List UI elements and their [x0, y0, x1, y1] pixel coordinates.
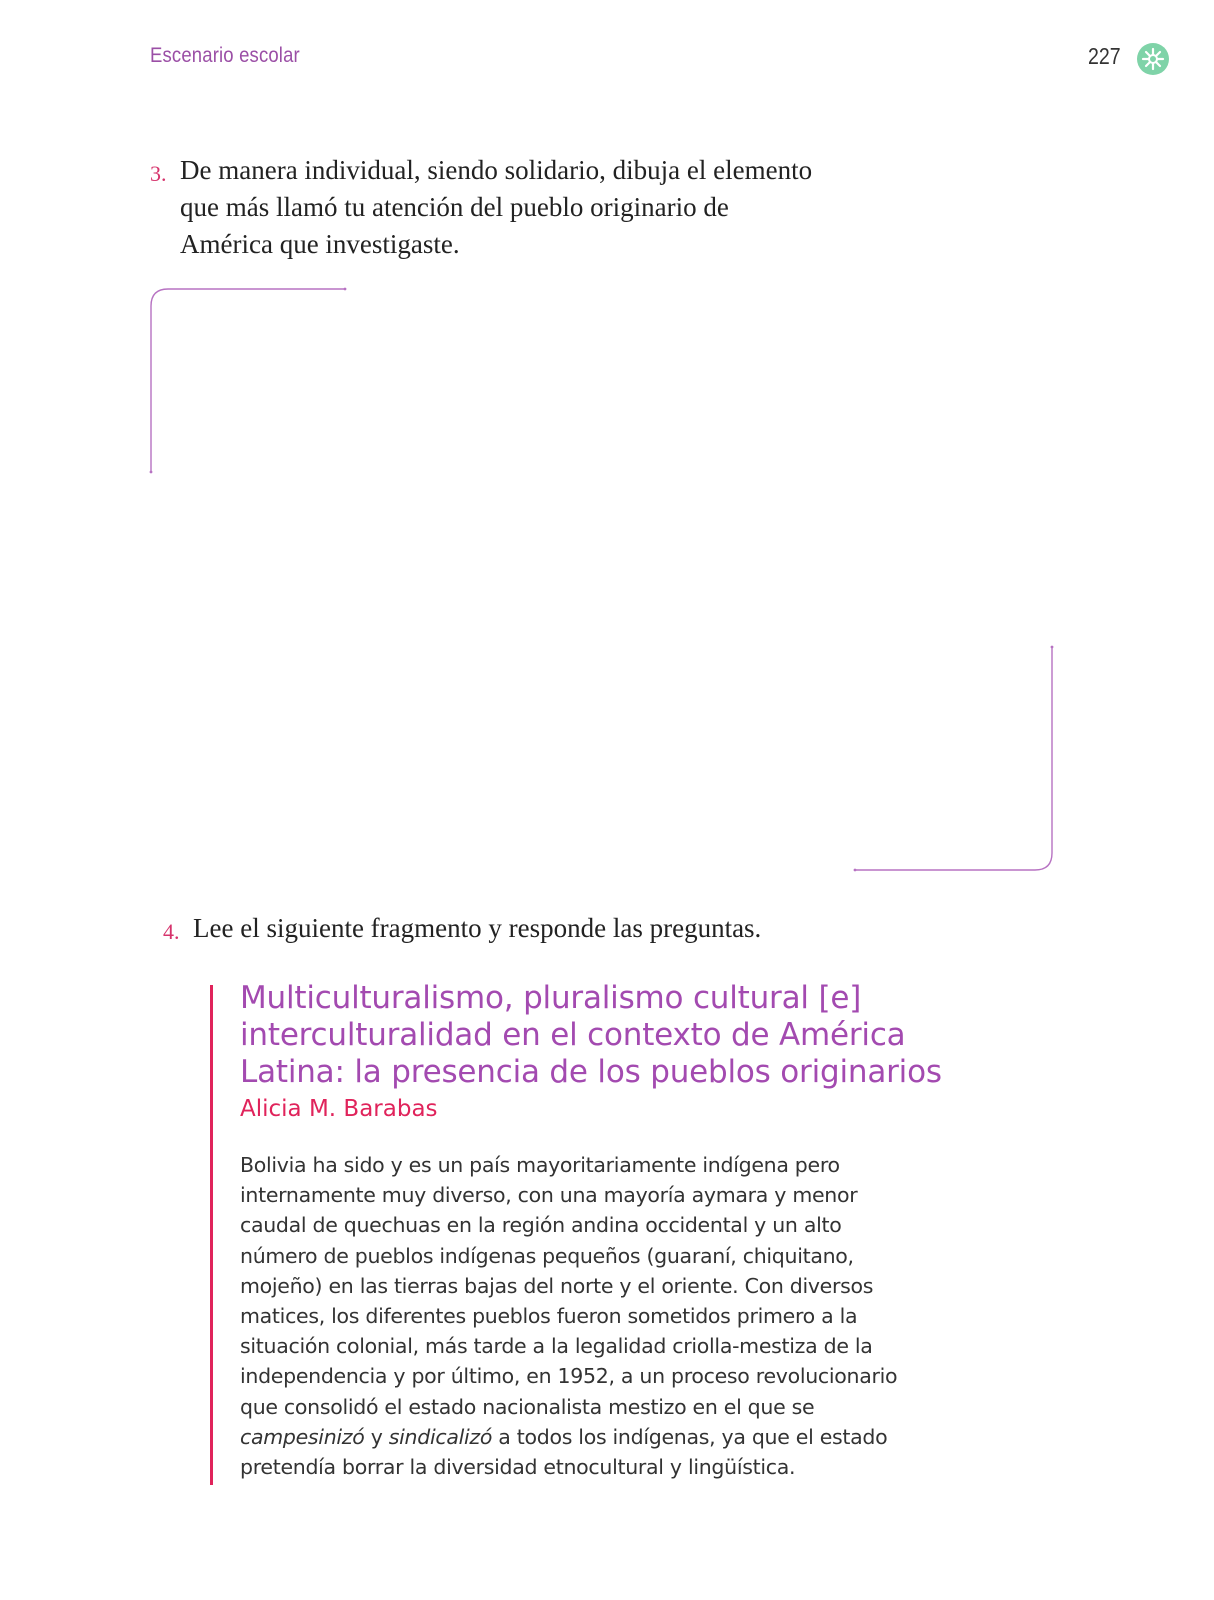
excerpt-line: situación colonial, más tarde a la legalidad criolla-mestiza de la: [240, 1334, 873, 1359]
gear-flower-icon: [1136, 42, 1170, 76]
excerpt-title: Multiculturalismo, pluralismo cultural [e] interculturalidad en el contexto de América Latina: la presencia de los pueblos originarios: [240, 980, 942, 1090]
excerpt-line: [240, 1422, 940, 1452]
connector-text: y: [364, 1424, 389, 1449]
quote-bar: [210, 985, 213, 1485]
excerpt-line: independencia y por último, en 1952, a un proceso revolucionario: [240, 1364, 898, 1389]
line-tail: a todos los indígenas, ya que el estado: [492, 1424, 888, 1449]
excerpt-line: caudal de quechuas en la región andina occidental y un alto: [240, 1213, 842, 1238]
excerpt-line: que consolidó el estado nacionalista mestizo en el que se: [240, 1394, 815, 1419]
italic-term: campesinizó: [240, 1424, 365, 1449]
activity-4: [163, 910, 993, 947]
excerpt-body: [240, 1150, 940, 1482]
excerpt-author: Alicia M. Barabas: [240, 1096, 438, 1122]
excerpt-line: mojeño) en las tierras bajas del norte y el oriente. Con diversos: [240, 1273, 874, 1298]
excerpt-line: internamente muy diverso, con una mayoría aymara y menor: [240, 1183, 858, 1208]
activity-number: 4.: [163, 919, 180, 944]
activity-instruction: Lee el siguiente fragmento y responde las preguntas.: [193, 913, 762, 943]
excerpt-line: Bolivia ha sido y es un país mayoritariamente indígena pero: [240, 1153, 840, 1177]
activity-instruction: De manera individual, siendo solidario, dibuja el elemento que más llamó tu atención del pueblo originario de América que investigaste.: [180, 155, 813, 259]
excerpt-line: matices, los diferentes pueblos fueron sometidos primero a la: [240, 1304, 858, 1329]
section-title: Escenario escolar: [150, 44, 300, 67]
italic-term: sindicalizó: [388, 1424, 493, 1449]
page-number: 227: [1088, 43, 1121, 69]
activity-number: 3.: [150, 161, 167, 186]
excerpt-line: pretendía borrar la diversidad etnocultural y lingüística.: [240, 1455, 796, 1480]
excerpt-line: número de pueblos indígenas pequeños (guaraní, chiquitano,: [240, 1243, 854, 1268]
activity-3: [150, 152, 860, 263]
